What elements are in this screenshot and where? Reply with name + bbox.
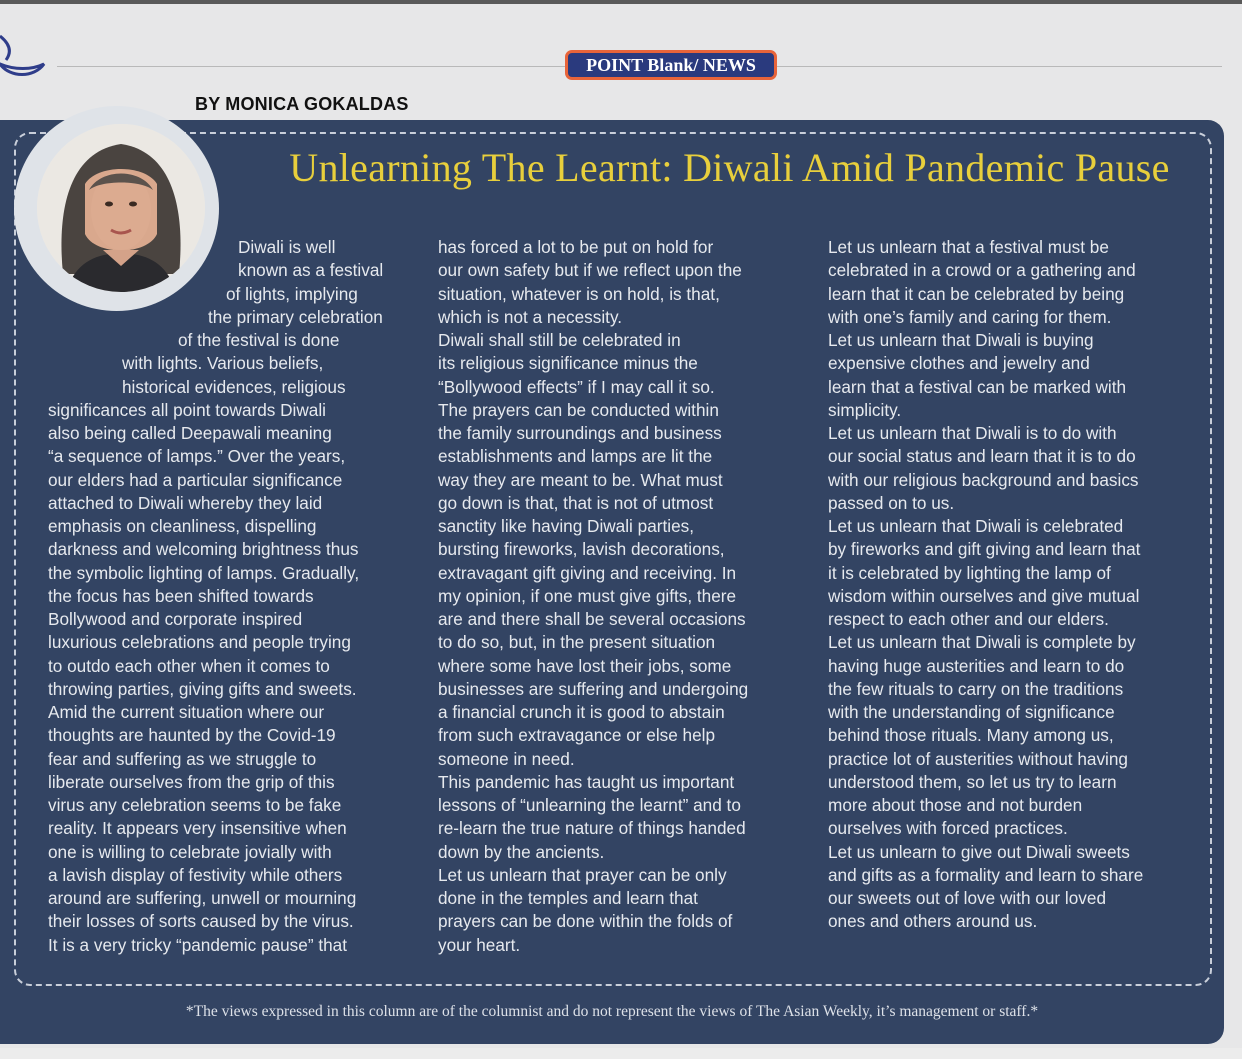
article-line: to do so, but, in the present situation [438,632,716,653]
article-line: of lights, implying [226,283,358,304]
article-line: having huge austerities and learn to do [828,655,1125,676]
article-line: historical evidences, religious [122,376,346,397]
article-line: behind those rituals. Many among us, [828,725,1114,746]
article-line: with the understanding of significance [828,702,1115,722]
article-line: prayers can be done within the folds of [438,911,733,932]
article-line: thoughts are haunted by the Covid-19 [48,725,336,746]
article-line: understood them, so let us try to learn [828,771,1117,792]
article-line: also being called Deepawali meaning [48,423,332,443]
article-line: the few rituals to carry on the traditions [828,678,1124,699]
article-line: one is willing to celebrate jovially with [48,841,332,862]
article-line: This pandemic has taught us important [438,771,735,792]
article-line: known as a festival [238,260,384,281]
article-column-2 [438,236,798,957]
article-line: Let us unlearn that a festival must be [828,237,1109,257]
article-line: significances all point towards Diwali [48,399,326,420]
article-line: situation, whatever is on hold, is that, [438,283,720,304]
article-line: our elders had a particular significance [48,469,343,490]
article-line: a financial crunch it is good to abstain [438,702,725,722]
article-line: emphasis on cleanliness, dispelling [48,516,317,536]
article-line: fear and suffering as we struggle to [48,748,317,769]
bottom-strip [0,1048,1242,1059]
article-line: businesses are suffering and undergoing [438,678,749,699]
article-line: Let us unlearn that prayer can be only [438,864,727,885]
top-edge [0,0,1242,4]
diya-logo-icon [0,26,50,86]
article-line: down by the ancients. [438,841,605,862]
article-line: of the festival is done [178,330,340,350]
article-line: a lavish display of festivity while others [48,864,343,885]
article-line: to outdo each other when it comes to [48,655,330,676]
article-line: our own safety but if we reflect upon the [438,260,742,281]
article-line: celebrated in a crowd or a gathering and [828,260,1136,281]
article-line: with our religious background and basics [828,469,1139,490]
article-line: from such extravagance or else help [438,725,716,746]
article-line: more about those and not burden [828,795,1083,815]
article-line: around are suffering, unwell or mourning [48,888,357,908]
disclaimer: *The views expressed in this column are of the columnist and do not represent the views of The Asian Weekly, it’s management or staff.* [185,1003,1039,1020]
article-line: “Bollywood effects” if I may call it so. [438,376,715,397]
article-line: the focus has been shifted towards [48,585,314,606]
article-line: Let us unlearn that Diwali is to do with [828,423,1117,443]
article-line: “a sequence of lamps.” Over the years, [48,446,346,467]
article-column-3 [828,236,1198,934]
article-line: done in the temples and learn that [438,888,698,908]
article-line: with lights. Various beliefs, [122,353,324,374]
article-line: go down is that, that is not of utmost [438,492,714,513]
article-line: sanctity like having Diwali parties, [438,516,695,536]
article-line: Diwali is well [238,237,336,257]
article-line: where some have lost their jobs, some [438,655,732,676]
article-line: re-learn the true nature of things handed [438,818,746,839]
article-line: attached to Diwali whereby they laid [48,492,323,513]
article-line: Diwali shall still be celebrated in [438,330,681,350]
article-column-1 [48,236,420,957]
article-line: Let us unlearn that Diwali is buying [828,330,1094,350]
article-line: Let us unlearn that Diwali is complete by [828,632,1136,653]
article-line: the primary celebration [208,306,383,327]
article-line: virus any celebration seems to be fake [48,795,342,815]
article-line: its religious significance minus the [438,353,698,374]
article-line: Amid the current situation where our [48,702,325,722]
article-line: The prayers can be conducted within [438,399,719,420]
article-line: Bollywood and corporate inspired [48,609,303,629]
article-line: practice lot of austerities without having [828,748,1128,769]
article-line: luxurious celebrations and people trying [48,632,351,653]
article-line: are and there shall be several occasions [438,609,746,629]
article-line: someone in need. [438,748,575,769]
article-line: It is a very tricky “pandemic pause” that [48,934,347,955]
article-line: it is celebrated by lighting the lamp of [828,562,1111,583]
article-line: our sweets out of love with our loved [828,888,1107,908]
article-line: and gifts as a formality and learn to share [828,864,1144,885]
byline: BY MONICA GOKALDAS [195,94,409,114]
article-line: ones and others around us. [828,911,1038,932]
article-line: with one’s family and caring for them. [828,306,1112,327]
article-line: respect to each other and our elders. [828,609,1109,629]
article-line: passed on to us. [828,492,955,513]
article-line: establishments and lamps are lit the [438,446,713,467]
article-line: Let us unlearn to give out Diwali sweets [828,841,1130,862]
article-line: learn that it can be celebrated by being [828,283,1125,304]
article-line: has forced a lot to be put on hold for [438,237,714,257]
article-line: throwing parties, giving gifts and sweets. [48,678,357,699]
article-line: their losses of sorts caused by the virus. [48,911,354,932]
article-line: which is not a necessity. [438,306,623,327]
article-line: by fireworks and gift giving and learn that [828,539,1141,560]
article-line: wisdom within ourselves and give mutual [828,585,1140,606]
article-line: your heart. [438,934,521,955]
article-line: expensive clothes and jewelry and [828,353,1090,374]
article-line: lessons of “unlearning the learnt” and to [438,795,741,815]
article-line: bursting fireworks, lavish decorations, [438,539,725,560]
article-line: darkness and welcoming brightness thus [48,539,359,560]
section-badge: POINT Blank/ NEWS [565,50,777,80]
article-line: liberate ourselves from the grip of this [48,771,335,792]
article-line: way they are meant to be. What must [438,469,723,490]
article-line: my opinion, if one must give gifts, there [438,585,737,606]
article-line: the symbolic lighting of lamps. Gradually, [48,562,360,583]
article-line: extravagant gift giving and receiving. In [438,562,737,583]
article-line: simplicity. [828,399,902,420]
article-line: our social status and learn that it is to do [828,446,1136,467]
article-title: Unlearning The Learnt: Diwali Amid Pandemic Pause [289,145,1170,190]
article-line: reality. It appears very insensitive when [48,818,347,839]
article-line: the family surroundings and business [438,423,722,443]
article-line: Let us unlearn that Diwali is celebrated [828,516,1124,536]
article-line: ourselves with forced practices. [828,818,1068,839]
article-line: learn that a festival can be marked with [828,376,1127,397]
